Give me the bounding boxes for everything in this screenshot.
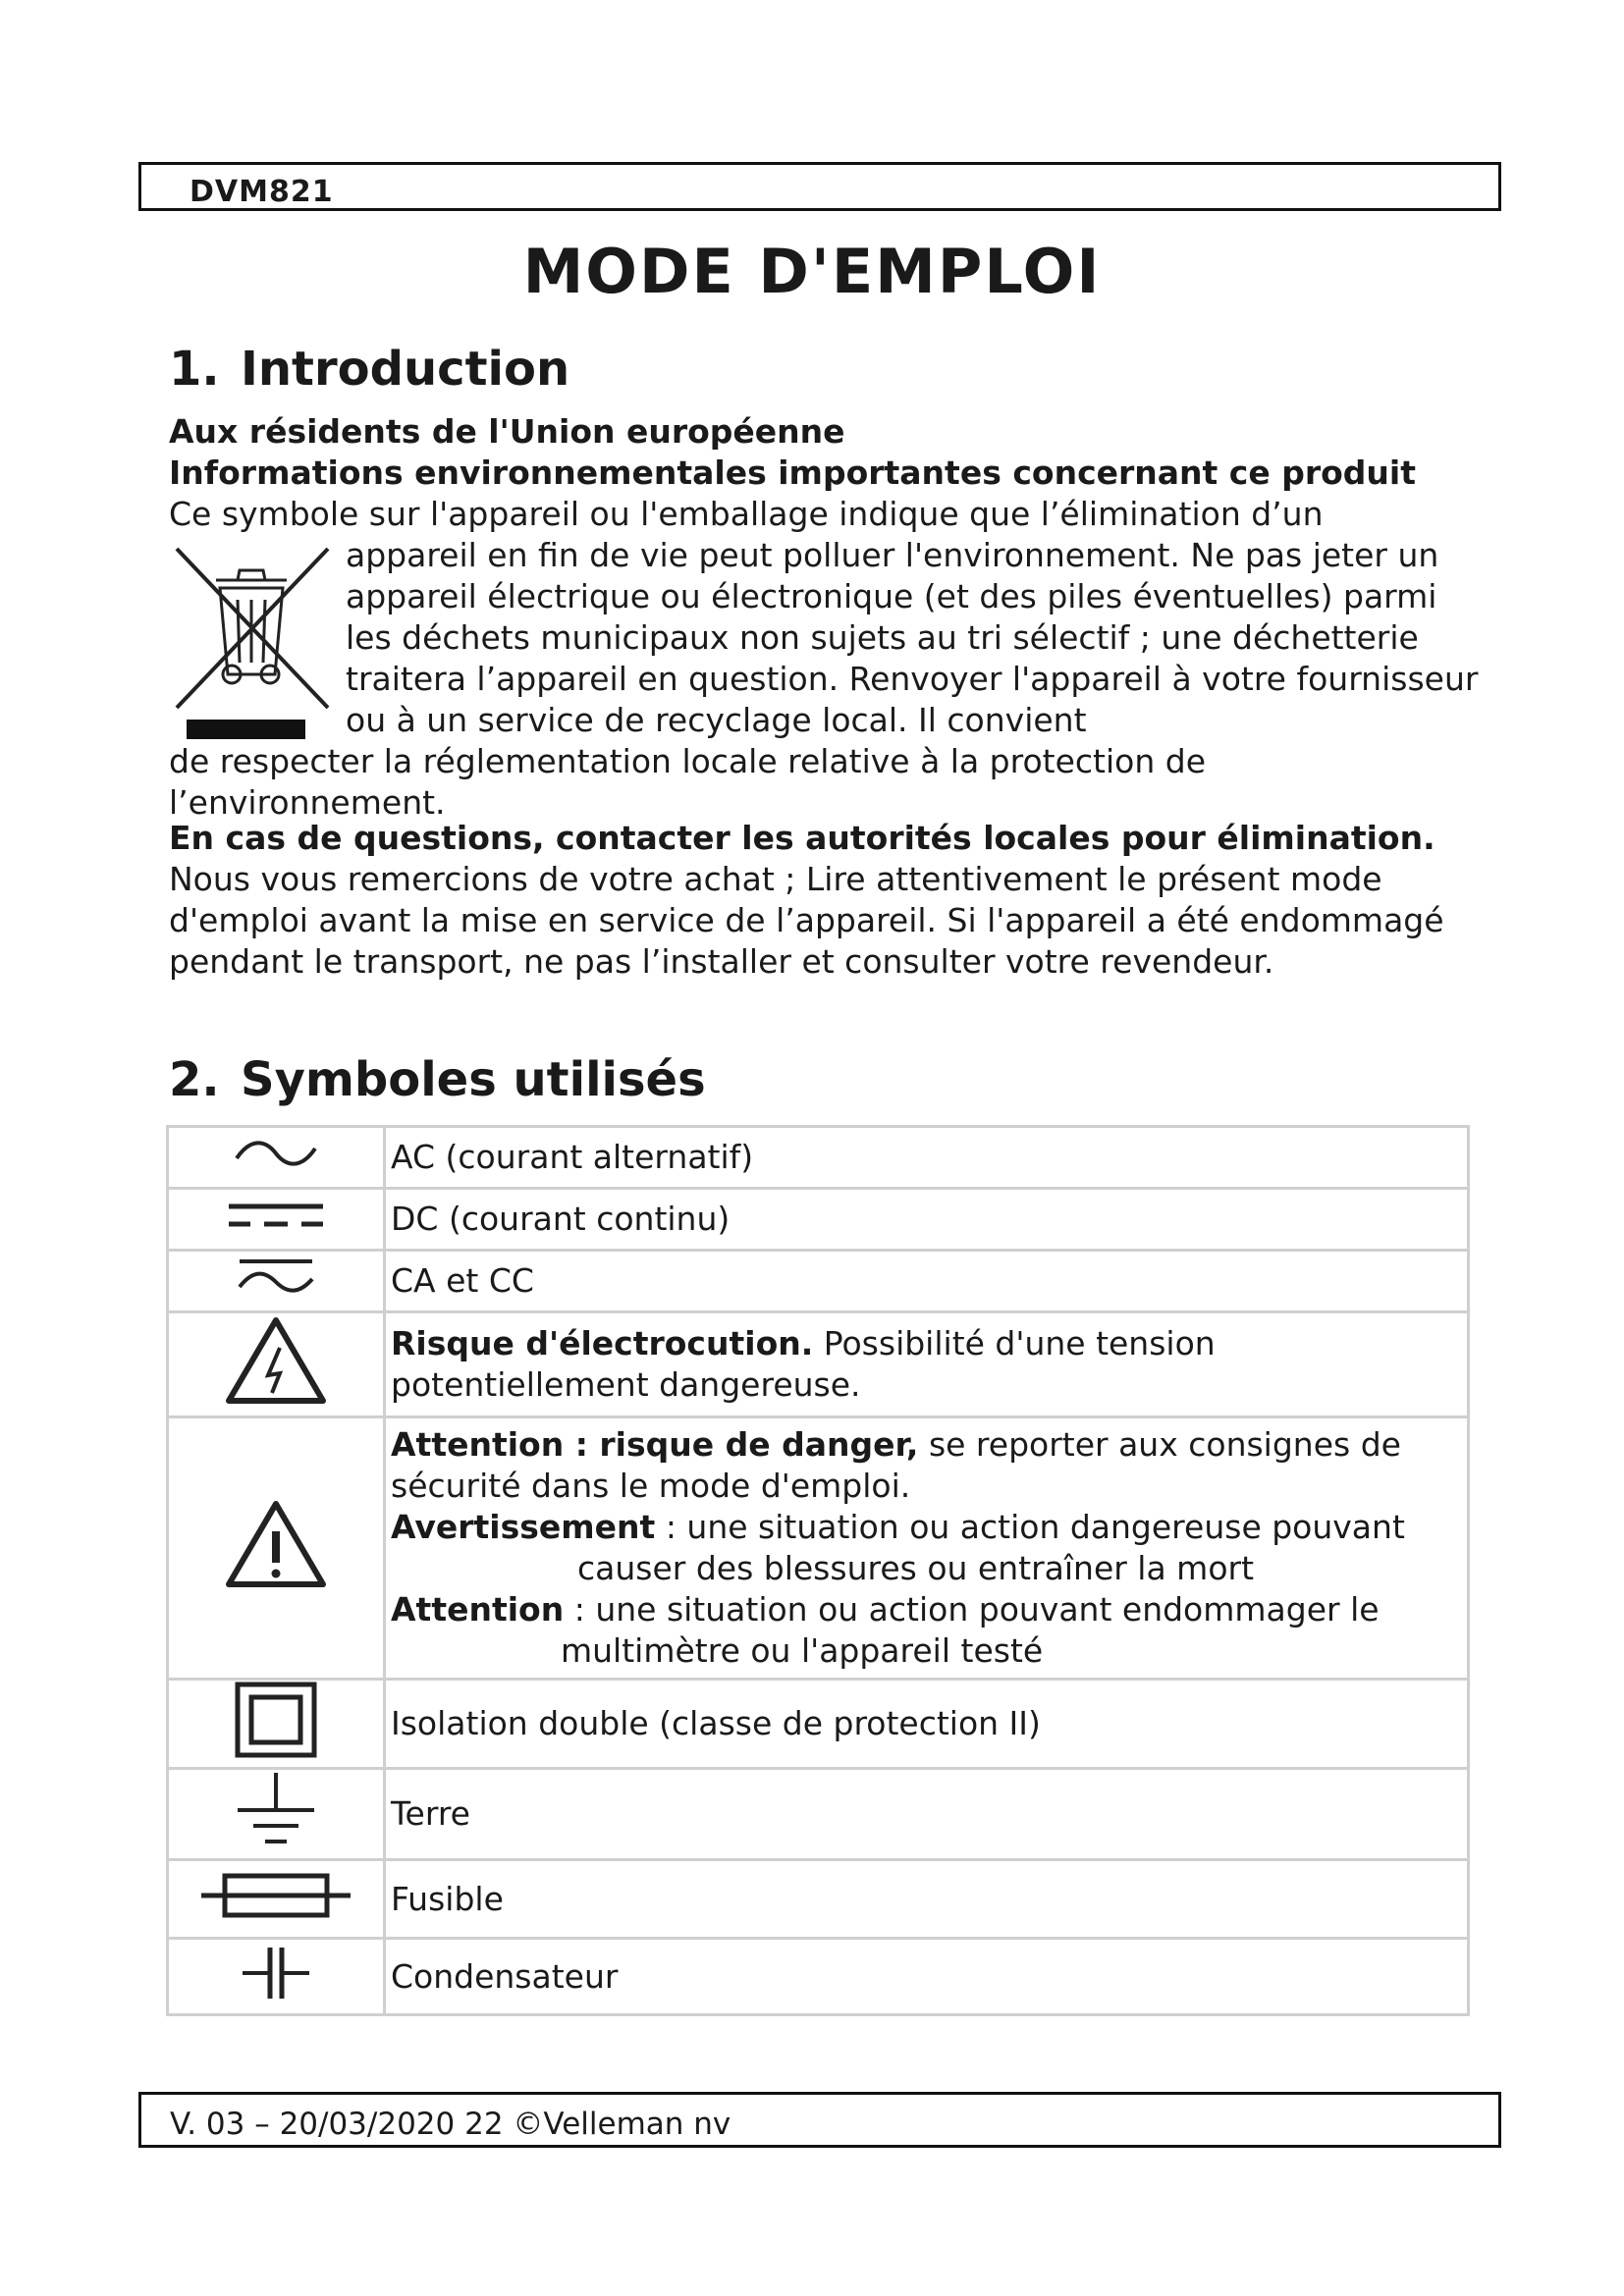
intro-first-line: Ce symbole sur l'appareil ou l'emballage indique que l’élimination d’un (169, 495, 1324, 533)
section-2-number: 2. (169, 1052, 220, 1107)
footer-text: V. 03 – 20/03/2020 22 ©Velleman nv (170, 2107, 731, 2142)
fuse-label: Fusible (385, 1860, 1469, 1939)
ac-dc-icon (168, 1251, 385, 1312)
eu-heading: Aux résidents de l'Union européenne (169, 412, 845, 451)
ground-icon (168, 1769, 385, 1860)
caution-bold: Attention : risque de danger, (391, 1425, 919, 1464)
intro-wrapped-text: appareil en fin de vie peut polluer l'environnement. Ne pas jeter un appareil électrique ou électronique (et des piles éventuelles) parmi les déchets municipaux non sujets au tri sélectif ; une déchetterie traitera l’appareil en question. Renvoyer l'appareil à votre fournisseur ou à un service de recyclage local. Il convient (346, 536, 1479, 739)
ac-icon (168, 1127, 385, 1189)
table-row (168, 1312, 1469, 1417)
ac-label: AC (courant alternatif) (385, 1127, 1469, 1189)
intro-end-text: de respecter la réglementation locale relative à la protection de l’environnement. (169, 742, 1206, 822)
caution-text (385, 1417, 1469, 1680)
table-row (168, 1251, 1469, 1312)
page-title: MODE D'EMPLOI (522, 236, 1102, 307)
capacitor-label: Condensateur (385, 1939, 1469, 2015)
dc-icon (168, 1189, 385, 1251)
table-row (168, 1417, 1469, 1680)
section-1-number: 1. (169, 342, 220, 397)
electrocution-text (385, 1312, 1469, 1417)
table-row (168, 1189, 1469, 1251)
electrocution-bold: Risque d'électrocution. (391, 1324, 814, 1362)
caution-main (391, 1424, 1461, 1507)
attention-line-2: multimètre ou l'appareil testé (561, 1631, 1044, 1670)
questions-text: En cas de questions, contacter les autorités locales pour élimination. (169, 819, 1435, 857)
caution-icon (168, 1417, 385, 1680)
dc-label: DC (courant continu) (385, 1189, 1469, 1251)
section-2-title: Symboles utilisés (241, 1052, 706, 1107)
symbols-table (166, 1125, 1470, 2016)
capacitor-icon (168, 1939, 385, 2015)
double-insulation-icon (168, 1680, 385, 1769)
weee-bar (187, 720, 305, 739)
attention-label: Attention (391, 1590, 565, 1629)
warning-line (391, 1507, 1461, 1548)
section-1-heading (169, 342, 569, 397)
attention-text: : une situation ou action pouvant endommager le (564, 1590, 1380, 1629)
table-row (168, 1860, 1469, 1939)
table-row (168, 1769, 1469, 1860)
ac-dc-label: CA et CC (385, 1251, 1469, 1312)
warning-text: : une situation ou action dangereuse pouvant (655, 1508, 1405, 1546)
ground-label: Terre (385, 1769, 1469, 1860)
fuse-icon (168, 1860, 385, 1939)
warning-line-2: causer des blessures ou entraîner la mort (577, 1549, 1255, 1587)
double-insulation-label: Isolation double (classe de protection II) (385, 1680, 1469, 1769)
attention-line (391, 1589, 1461, 1630)
thanks-text: Nous vous remercions de votre achat ; Lire attentivement le présent mode d'emploi avant la mise en service de l’appareil. Si l'appareil a été endommagé pendant le transport, ne pas l’installer et consulter votre revendeur. (169, 860, 1444, 981)
table-row (168, 1680, 1469, 1769)
footer-box (138, 2092, 1501, 2148)
electrocution-warning-icon (168, 1312, 385, 1417)
model-name: DVM821 (189, 175, 334, 209)
table-row (168, 1127, 1469, 1189)
env-heading: Informations environnementales importantes concernant ce produit (169, 454, 1417, 492)
section-2-heading (169, 1052, 706, 1107)
header-box (138, 162, 1501, 211)
section-1-title: Introduction (241, 342, 570, 397)
table-row (168, 1939, 1469, 2015)
weee-bin-icon (169, 541, 346, 708)
caution-desc: se reporter aux consignes de sécurité dans le mode d'emploi. (391, 1425, 1401, 1505)
intro-block (169, 411, 1485, 983)
electrocution-desc: Possibilité d'une tension potentiellement dangereuse. (391, 1324, 1216, 1404)
warning-label: Avertissement (391, 1508, 656, 1546)
